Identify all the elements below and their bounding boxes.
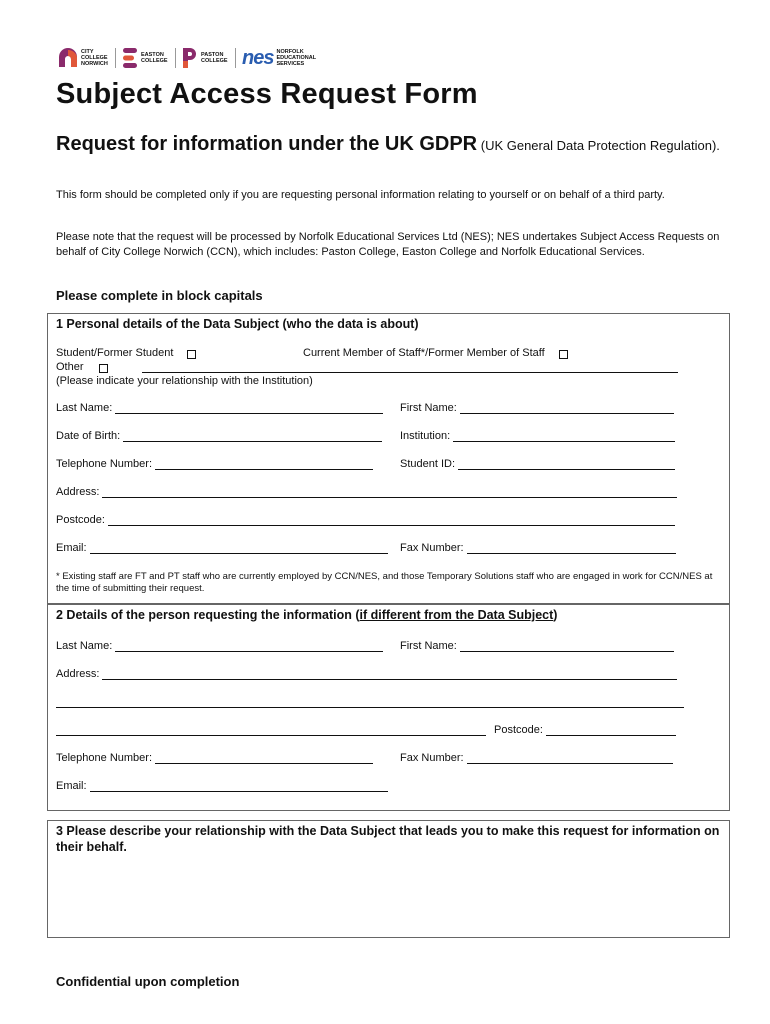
ccn-arch-icon <box>58 48 78 68</box>
easton-e-icon <box>122 47 138 69</box>
address-field[interactable] <box>102 486 677 498</box>
email-row <box>56 542 388 554</box>
student-id-label: Student ID: <box>400 458 456 470</box>
requester-postcode-field[interactable] <box>546 724 676 736</box>
requester-first-name-label: First Name: <box>400 640 457 652</box>
fax-row <box>400 542 676 554</box>
paston-p-icon <box>182 47 198 69</box>
fax-label: Fax Number: <box>400 542 464 554</box>
relationship-hint <box>56 375 313 387</box>
first-name-row <box>400 402 674 414</box>
student-id-field[interactable] <box>458 458 675 470</box>
student-label: Student/Former Student <box>56 347 174 359</box>
requester-email-field[interactable] <box>90 780 388 792</box>
dob-row <box>56 430 382 442</box>
dob-field[interactable] <box>123 430 382 442</box>
requester-address-field-2[interactable] <box>56 696 684 708</box>
requester-address-line-3 <box>56 724 676 736</box>
form-subtitle <box>56 133 726 155</box>
easton-logo-text: EASTON COLLEGE <box>141 52 168 64</box>
institution-row <box>400 430 675 442</box>
requester-email-row <box>56 780 388 792</box>
other-relationship-field[interactable] <box>142 361 678 373</box>
logo-divider <box>175 48 176 68</box>
requester-address-label: Address: <box>56 668 100 680</box>
easton-logo <box>122 47 169 69</box>
nes-mark: nes <box>242 46 274 69</box>
requester-last-name-row <box>56 640 383 652</box>
requester-last-name-label: Last Name: <box>56 640 113 652</box>
staff-option[interactable] <box>303 347 568 359</box>
requester-fax-label: Fax Number: <box>400 752 464 764</box>
staff-checkbox[interactable] <box>559 350 568 359</box>
intro-paragraph-1: This form should be completed only if you are requesting personal information relating to yourself or on behalf of a third party. <box>56 189 665 201</box>
last-name-label: Last Name: <box>56 402 113 414</box>
section-2-title <box>56 607 557 623</box>
first-name-label: First Name: <box>400 402 457 414</box>
section-2-title-underlined: if different from the Data Subject <box>359 608 554 622</box>
email-field[interactable] <box>90 542 388 554</box>
telephone-row <box>56 458 373 470</box>
requester-address-field-3[interactable] <box>56 724 486 736</box>
requester-last-name-field[interactable] <box>115 640 383 652</box>
requester-telephone-field[interactable] <box>155 752 373 764</box>
nes-logo-text: NORFOLK EDUCATIONAL SERVICES <box>276 49 316 67</box>
staff-label: Current Member of Staff*/Former Member of Staff <box>303 347 545 359</box>
requester-telephone-label: Telephone Number: <box>56 752 153 764</box>
requester-address-field[interactable] <box>102 668 677 680</box>
paston-logo <box>182 47 229 69</box>
block-capitals-note: Please complete in block capitals <box>56 288 263 303</box>
requester-fax-field[interactable] <box>467 752 673 764</box>
student-option[interactable] <box>56 347 196 359</box>
ccn-logo-text: CITY COLLEGE NORWICH <box>81 49 108 67</box>
requester-first-name-row <box>400 640 674 652</box>
section-2-title-pre: 2 Details of the person requesting the information ( <box>56 608 360 622</box>
requester-fax-row <box>400 752 673 764</box>
dob-label: Date of Birth: <box>56 430 121 442</box>
requester-email-label: Email: <box>56 780 87 792</box>
section-1-box <box>47 313 730 604</box>
other-checkbox[interactable] <box>99 364 108 373</box>
telephone-field[interactable] <box>155 458 373 470</box>
postcode-row <box>56 514 675 526</box>
other-label: Other <box>56 361 84 373</box>
other-option[interactable] <box>56 361 678 373</box>
requester-address-line-2 <box>56 696 684 708</box>
address-label: Address: <box>56 486 100 498</box>
postcode-field[interactable] <box>108 514 675 526</box>
section-1-title: 1 Personal details of the Data Subject (who the data is about) <box>56 317 419 331</box>
requester-address-row <box>56 668 677 680</box>
last-name-field[interactable] <box>115 402 383 414</box>
institution-label: Institution: <box>400 430 451 442</box>
logo-strip <box>58 46 320 70</box>
section-3-title: 3 Please describe your relationship with the Data Subject that leads you to make this request for information on their behalf. <box>56 824 720 854</box>
staff-footnote: * Existing staff are FT and PT staff who are currently employed by CCN/NES, and those Temporary Solutions staff who are engaged in work for CCN/NES at the time of submitting their request. <box>56 571 713 594</box>
requester-telephone-row <box>56 752 373 764</box>
nes-logo <box>242 47 320 70</box>
institution-field[interactable] <box>453 430 675 442</box>
subtitle-rest: (UK General Data Protection Regulation). <box>477 138 720 153</box>
subtitle-bold: Request for information under the UK GDPR <box>56 133 478 155</box>
confidential-footer: Confidential upon completion <box>56 974 240 989</box>
page-title: Subject Access Request Form <box>56 78 478 110</box>
logo-divider <box>115 48 116 68</box>
relationship-hint-text: (Please indicate your relationship with the Institution) <box>56 375 313 387</box>
requester-postcode-label: Postcode: <box>494 724 543 736</box>
address-row <box>56 486 677 498</box>
section-3-box[interactable] <box>47 820 730 938</box>
student-checkbox[interactable] <box>187 350 196 359</box>
section-2-box <box>47 604 730 811</box>
last-name-row <box>56 402 383 414</box>
telephone-label: Telephone Number: <box>56 458 153 470</box>
ccn-logo <box>58 48 109 68</box>
email-label: Email: <box>56 542 87 554</box>
postcode-label: Postcode: <box>56 514 105 526</box>
requester-first-name-field[interactable] <box>460 640 674 652</box>
fax-field[interactable] <box>467 542 676 554</box>
first-name-field[interactable] <box>460 402 674 414</box>
paston-logo-text: PASTON COLLEGE <box>201 52 228 64</box>
student-id-row <box>400 458 675 470</box>
intro-paragraph-2: Please note that the request will be processed by Norfolk Educational Services Ltd (NES); NES undertakes Subject Access Requests on behalf of City College Norwich (CCN), which includes: Paston College, Easton College and Norfolk Educational Services. <box>56 231 720 258</box>
logo-divider <box>235 48 236 68</box>
section-2-title-post: ) <box>553 608 558 622</box>
